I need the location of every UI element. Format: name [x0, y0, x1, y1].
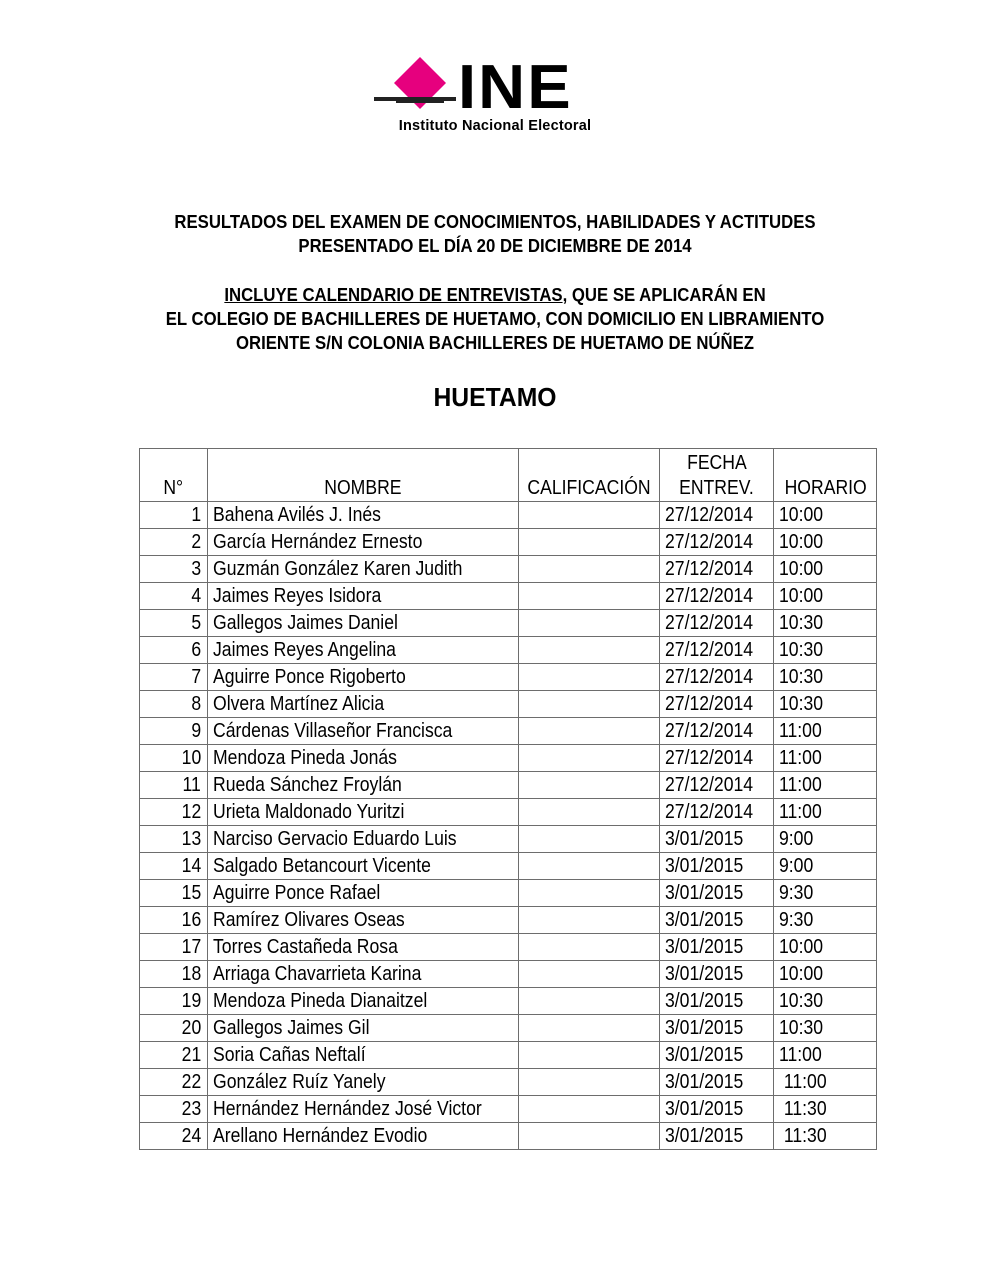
- cell-number: 3: [140, 556, 208, 583]
- cell-name: Hernández Hernández José Victor: [208, 1096, 519, 1123]
- cell-date: 27/12/2014: [660, 691, 774, 718]
- notice-line-1: [35, 283, 956, 307]
- cell-number: 18: [140, 961, 208, 988]
- cell-time: 10:00: [774, 502, 877, 529]
- col-header-date: FECHA ENTREV.: [660, 449, 774, 502]
- cell-name: Rueda Sánchez Froylán: [208, 772, 519, 799]
- notice-line-2: EL COLEGIO DE BACHILLERES DE HUETAMO, CON DOMICILIO EN LIBRAMIENTO: [165, 309, 825, 329]
- cell-date: 3/01/2015: [660, 826, 774, 853]
- cell-score: [519, 1042, 660, 1069]
- cell-date: 27/12/2014: [660, 637, 774, 664]
- table-row: [140, 772, 877, 799]
- table-row: [140, 907, 877, 934]
- table-row: [140, 880, 877, 907]
- table-row: [140, 1042, 877, 1069]
- cell-score: [519, 691, 660, 718]
- cell-date: 3/01/2015: [660, 1096, 774, 1123]
- cell-score: [519, 556, 660, 583]
- notice-rest: , QUE SE APLICARÁN EN: [562, 285, 766, 305]
- cell-date: 27/12/2014: [660, 745, 774, 772]
- cell-number: 5: [140, 610, 208, 637]
- cell-number: 1: [140, 502, 208, 529]
- table-row: [140, 583, 877, 610]
- cell-number: 21: [140, 1042, 208, 1069]
- cell-score: [519, 718, 660, 745]
- cell-date: 3/01/2015: [660, 1015, 774, 1042]
- cell-date: 27/12/2014: [660, 772, 774, 799]
- cell-time: 10:30: [774, 610, 877, 637]
- cell-date: 3/01/2015: [660, 1069, 774, 1096]
- cell-name: Cárdenas Villaseñor Francisca: [208, 718, 519, 745]
- cell-date: 3/01/2015: [660, 961, 774, 988]
- results-table: [139, 448, 877, 1150]
- cell-date: 27/12/2014: [660, 502, 774, 529]
- table-header-row: [140, 449, 877, 502]
- cell-name: Aguirre Ponce Rigoberto: [208, 664, 519, 691]
- cell-score: [519, 502, 660, 529]
- cell-number: 16: [140, 907, 208, 934]
- cell-date: 3/01/2015: [660, 1042, 774, 1069]
- cell-score: [519, 1015, 660, 1042]
- col-header-number: N°: [140, 449, 208, 502]
- cell-name: Aguirre Ponce Rafael: [208, 880, 519, 907]
- results-table-wrap: [139, 448, 877, 1150]
- cell-score: [519, 529, 660, 556]
- cell-time: 10:00: [774, 556, 877, 583]
- cell-date: 27/12/2014: [660, 718, 774, 745]
- cell-score: [519, 1123, 660, 1150]
- cell-name: Arellano Hernández Evodio: [208, 1123, 519, 1150]
- cell-name: Torres Castañeda Rosa: [208, 934, 519, 961]
- cell-score: [519, 853, 660, 880]
- cell-number: 22: [140, 1069, 208, 1096]
- logo-wordmark: INE: [458, 53, 573, 122]
- cell-score: [519, 664, 660, 691]
- table-row: [140, 664, 877, 691]
- table-row: [140, 799, 877, 826]
- cell-time: 10:00: [774, 583, 877, 610]
- cell-date: 27/12/2014: [660, 610, 774, 637]
- col-header-score: CALIFICACIÓN: [519, 449, 660, 502]
- cell-time: 10:30: [774, 988, 877, 1015]
- cell-time: 9:00: [774, 826, 877, 853]
- table-row: [140, 502, 877, 529]
- cell-date: 3/01/2015: [660, 880, 774, 907]
- cell-name: Gallegos Jaimes Gil: [208, 1015, 519, 1042]
- table-row: [140, 1015, 877, 1042]
- cell-time: 11:00: [774, 799, 877, 826]
- cell-time: 11:00: [774, 1042, 877, 1069]
- cell-number: 13: [140, 826, 208, 853]
- cell-time: 10:30: [774, 637, 877, 664]
- title-line-2: PRESENTADO EL DÍA 20 DE DICIEMBRE DE 2014: [298, 236, 692, 256]
- cell-time: 11:30: [774, 1123, 877, 1150]
- cell-time: 11:00: [774, 745, 877, 772]
- cell-name: Ramírez Olivares Oseas: [208, 907, 519, 934]
- cell-date: 27/12/2014: [660, 799, 774, 826]
- cell-time: 10:00: [774, 529, 877, 556]
- cell-number: 9: [140, 718, 208, 745]
- cell-date: 3/01/2015: [660, 853, 774, 880]
- cell-score: [519, 583, 660, 610]
- cell-name: Gallegos Jaimes Daniel: [208, 610, 519, 637]
- table-row: [140, 826, 877, 853]
- cell-name: Narciso Gervacio Eduardo Luis: [208, 826, 519, 853]
- table-row: [140, 556, 877, 583]
- city-heading: HUETAMO: [433, 382, 557, 412]
- cell-score: [519, 799, 660, 826]
- cell-name: Olvera Martínez Alicia: [208, 691, 519, 718]
- cell-name: Soria Cañas Neftalí: [208, 1042, 519, 1069]
- cell-score: [519, 934, 660, 961]
- document-title: [35, 210, 956, 258]
- table-row: [140, 610, 877, 637]
- cell-name: Salgado Betancourt Vicente: [208, 853, 519, 880]
- logo-subtitle: Instituto Nacional Electoral: [398, 118, 592, 134]
- cell-score: [519, 988, 660, 1015]
- cell-time: 10:30: [774, 691, 877, 718]
- cell-date: 27/12/2014: [660, 529, 774, 556]
- cell-number: 10: [140, 745, 208, 772]
- cell-number: 2: [140, 529, 208, 556]
- notice-line-3: ORIENTE S/N COLONIA BACHILLERES DE HUETAMO DE NÚÑEZ: [235, 333, 755, 353]
- cell-date: 27/12/2014: [660, 556, 774, 583]
- table-row: [140, 691, 877, 718]
- cell-score: [519, 826, 660, 853]
- cell-time: 11:30: [774, 1096, 877, 1123]
- table-row: [140, 961, 877, 988]
- notice-underlined: INCLUYE CALENDARIO DE ENTREVISTAS: [224, 285, 563, 305]
- col-header-time: HORARIO: [774, 449, 877, 502]
- table-row: [140, 529, 877, 556]
- table-row: [140, 1096, 877, 1123]
- cell-name: Urieta Maldonado Yuritzi: [208, 799, 519, 826]
- cell-number: 4: [140, 583, 208, 610]
- cell-number: 17: [140, 934, 208, 961]
- cell-time: 10:30: [774, 1015, 877, 1042]
- cell-date: 3/01/2015: [660, 1123, 774, 1150]
- ballot-box-icon: [370, 55, 460, 115]
- table-row: [140, 1069, 877, 1096]
- table-row: [140, 934, 877, 961]
- cell-date: 3/01/2015: [660, 988, 774, 1015]
- cell-time: 11:00: [774, 1069, 877, 1096]
- table-row: [140, 853, 877, 880]
- col-header-name: NOMBRE: [208, 449, 519, 502]
- cell-number: 24: [140, 1123, 208, 1150]
- cell-time: 10:30: [774, 664, 877, 691]
- cell-name: Mendoza Pineda Dianaitzel: [208, 988, 519, 1015]
- cell-time: 9:00: [774, 853, 877, 880]
- interview-notice: [35, 283, 956, 355]
- cell-date: 3/01/2015: [660, 934, 774, 961]
- cell-score: [519, 745, 660, 772]
- cell-time: 10:00: [774, 961, 877, 988]
- cell-time: 9:30: [774, 907, 877, 934]
- cell-number: 6: [140, 637, 208, 664]
- table-row: [140, 988, 877, 1015]
- ine-logo: [370, 55, 630, 140]
- table-row: [140, 718, 877, 745]
- cell-score: [519, 637, 660, 664]
- cell-number: 8: [140, 691, 208, 718]
- cell-name: Guzmán González Karen Judith: [208, 556, 519, 583]
- cell-number: 11: [140, 772, 208, 799]
- cell-number: 15: [140, 880, 208, 907]
- cell-number: 19: [140, 988, 208, 1015]
- cell-name: González Ruíz Yanely: [208, 1069, 519, 1096]
- cell-time: 9:30: [774, 880, 877, 907]
- cell-name: Jaimes Reyes Angelina: [208, 637, 519, 664]
- cell-score: [519, 1069, 660, 1096]
- cell-time: 10:00: [774, 934, 877, 961]
- cell-time: 11:00: [774, 718, 877, 745]
- table-row: [140, 745, 877, 772]
- cell-date: 27/12/2014: [660, 583, 774, 610]
- cell-name: Arriaga Chavarrieta Karina: [208, 961, 519, 988]
- table-row: [140, 637, 877, 664]
- cell-number: 20: [140, 1015, 208, 1042]
- cell-number: 14: [140, 853, 208, 880]
- cell-name: Bahena Avilés J. Inés: [208, 502, 519, 529]
- title-line-1: RESULTADOS DEL EXAMEN DE CONOCIMIENTOS, HABILIDADES Y ACTITUDES: [174, 212, 816, 232]
- cell-date: 3/01/2015: [660, 907, 774, 934]
- cell-score: [519, 907, 660, 934]
- cell-score: [519, 961, 660, 988]
- cell-score: [519, 772, 660, 799]
- cell-date: 27/12/2014: [660, 664, 774, 691]
- cell-name: García Hernández Ernesto: [208, 529, 519, 556]
- cell-number: 12: [140, 799, 208, 826]
- cell-name: Jaimes Reyes Isidora: [208, 583, 519, 610]
- table-row: [140, 1123, 877, 1150]
- cell-number: 23: [140, 1096, 208, 1123]
- cell-score: [519, 610, 660, 637]
- cell-name: Mendoza Pineda Jonás: [208, 745, 519, 772]
- cell-number: 7: [140, 664, 208, 691]
- cell-time: 11:00: [774, 772, 877, 799]
- cell-score: [519, 880, 660, 907]
- cell-score: [519, 1096, 660, 1123]
